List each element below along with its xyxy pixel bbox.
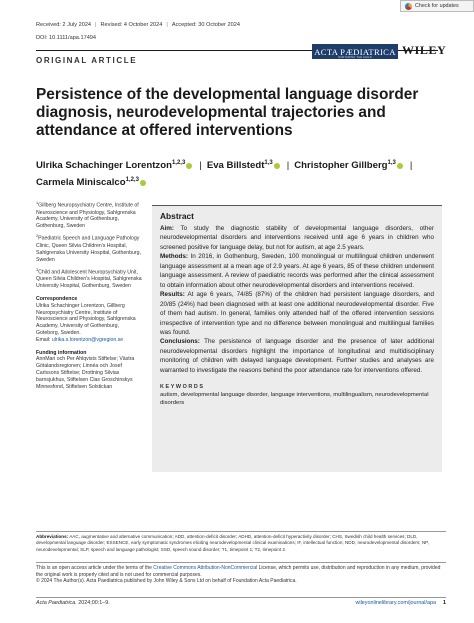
affiliation: $^3$Child and Adolescent Neuropsychiatry Unit, Queen Silvia Children's Hospital, Sahlgrenska University Hospital, Gothenburg, Sweden xyxy=(36,267,142,290)
author-name[interactable]: Christopher Gillberg xyxy=(294,160,388,172)
author-affiliation: 1,3 xyxy=(264,160,273,166)
abstract-methods: Methods: In 2016, in Gothenburg, Sweden, 100 monolingual or multilingual children underwent language assessment at a mean age of 2.9 years. At age 6 years, 85 of these children underwent language assessment. A review of paediatric records was performed after the clinical assessment to obtain information about other neurodevelopmental disorders and interventions received. xyxy=(160,253,435,289)
abstract-heading: Abstract xyxy=(160,211,194,221)
email-label: Email: xyxy=(36,336,51,343)
doi[interactable]: DOI: 10.1111/apa.17494 xyxy=(36,35,97,41)
page-footer xyxy=(36,597,446,606)
author-affiliation: 1,3 xyxy=(387,160,396,166)
author-name[interactable]: Carmela Miniscalco xyxy=(36,177,126,189)
sidebar xyxy=(36,200,142,394)
revised-date: Revised: 4 October 2024 xyxy=(100,22,163,28)
correspondence-label: Correspondence xyxy=(36,295,78,302)
abbreviations-text: AAC, augmentative and alternative communication; ADD, attention-deficit disorder; ADHD, attention-deficit hyperactivity disorder; CHS, Swedish child health services; DLD, developmental language disorder; ESSENCE, early symptomatic syndromes eliciting neurodevelopmental clinical examinations; IF, intellectual function; NDD, neurodevelopmental disorders; NP, neurodevelopmental; SLP, speech and language pathologist; SSD, speech sound disorder; T1, timepoint 1; T2, timepoint 2. xyxy=(36,534,429,552)
orcid-icon[interactable] xyxy=(397,163,403,169)
license-notice: This is an open access article under the terms of the Creative Commons Attribution-NonCommercial License, which permits use, distribution and reproduction in any medium, provided the original work is properly cited and is not used for commercial purposes. © 2024 The Author(s). Acta Paediatrica published by John Wiley & Sons Ltd on behalf of Foundation Acta Paediatrica. xyxy=(36,562,446,585)
footer-citation: Acta Paediatrica. 2024;00:1–9. xyxy=(36,600,110,606)
author-affiliation: 1,2,3 xyxy=(125,177,139,184)
author-separator: | xyxy=(199,160,202,172)
article-type: ORIGINAL ARTICLE xyxy=(36,56,138,65)
copyright-line: © 2024 The Author(s). Acta Paediatrica published by John Wiley & Sons Ltd on behalf of Foundation Acta Paediatrica. xyxy=(36,578,297,585)
author-list xyxy=(36,156,446,190)
abstract-box xyxy=(152,205,442,472)
publisher-logo[interactable]: WILEY xyxy=(402,43,447,57)
abbreviations-label: Abbreviations: xyxy=(36,534,69,539)
correspondence xyxy=(36,296,142,344)
abbreviations xyxy=(36,531,446,553)
date-separator: | xyxy=(95,22,97,28)
orcid-icon[interactable] xyxy=(274,163,280,169)
article-dates xyxy=(36,22,240,28)
funding-text: AnnMari och Per Ahlqvists Stiftelse; Västra Götalandsregionen; Linnéa och Josef Carlssons Stiftelse; Drottning Silvias barnsjukhus, Stiftelsen Clas Groschinskys Minnesfond, Stiftelsen Solstickan xyxy=(36,356,135,390)
journal-url-link[interactable]: wileyonlinelibrary.com/journal/apa xyxy=(355,600,436,606)
keywords-heading: KEYWORDS xyxy=(160,384,205,391)
author-separator: | xyxy=(409,160,413,172)
date-separator: | xyxy=(166,22,168,28)
correspondence-text: Ulrika Schachinger Lorentzon, Gillberg Neuropsychiatry Centre, Institute of Neuroscience and Physiology, Sahlgrenska Academy, University of Gothenburg, Goteborg, Sweden. xyxy=(36,302,136,336)
check-updates-button[interactable] xyxy=(400,0,474,12)
crossmark-icon xyxy=(405,3,412,10)
received-date: Received: 2 July 2024 xyxy=(36,22,92,28)
abstract-conclusions: Conclusions: The persistence of language disorder and the presence of later additional neurodevelopmental disorders highlight the importance of longitudinal and multidisciplinary monitoring of children with delayed language development. Further studies and analyses are warranted to investigate the reasons behind the poor attendance rate for interventions offered. xyxy=(160,338,434,374)
orcid-icon[interactable] xyxy=(186,163,192,169)
keywords-list: autism, developmental language disorder, language interventions, multilingualism, neurodevelopmental disorders xyxy=(160,392,429,407)
funding xyxy=(36,350,142,391)
author-name[interactable]: Eva Billstedt xyxy=(206,160,265,172)
author-affiliation: 1,2,3 xyxy=(171,160,186,166)
abstract-results: Results: At age 6 years, 74/85 (87%) of the children had persistent language disorders, and 20/85 (24%) had been diagnosed with at least one additional neurodevelopmental disorder. Five of them had autism. In general, families only attended half of the offered intervention sessions irrespective of intervention type and no difference between monolingual and multilingual families was found. xyxy=(160,291,434,336)
article-title: Persistence of the developmental language disorder diagnosis, neurodevelopmental trajectories and attendance at offered interventions xyxy=(36,86,419,139)
page-number: 1 xyxy=(443,600,446,606)
cc-license-link[interactable]: Creative Commons Attribution-NonCommercial xyxy=(153,565,258,571)
journal-logo-subtitle: NURTURING THE CHILD xyxy=(338,56,372,59)
orcid-icon[interactable] xyxy=(140,180,146,186)
abstract-aim: Aim: To study the diagnostic stability of developmental language disorders, other neurodevelopmental disorders and interventions received until age 6 years in children who screened positive for language delay, but not for autism, at age 2.5 years. xyxy=(160,225,434,251)
author-separator: | xyxy=(286,160,290,172)
journal-logo[interactable] xyxy=(312,44,398,59)
funding-label: Funding information xyxy=(36,349,87,356)
affiliation: $^1$Gillberg Neuropsychiatry Centre, Institute of Neuroscience and Physiology, Sahlgrenska Academy, University of Gothenburg, Gothenburg, Sweden xyxy=(36,201,139,230)
email-link[interactable]: ulrika.s.lorentzon@vgregion.se xyxy=(51,336,124,343)
accepted-date: Accepted: 30 October 2024 xyxy=(171,22,240,28)
author-name[interactable]: Ulrika Schachinger Lorentzon xyxy=(36,160,172,172)
check-updates-label: Check for updates xyxy=(415,3,459,9)
affiliation: $^2$Paediatric Speech and Language Pathology Clinic, Queen Silvia Children's Hospital, Sahlgrenska University Hospital, Gothenburg, Sweden xyxy=(36,234,141,263)
journal-logo-text: ACTA PÆDIATRICA xyxy=(314,46,396,57)
